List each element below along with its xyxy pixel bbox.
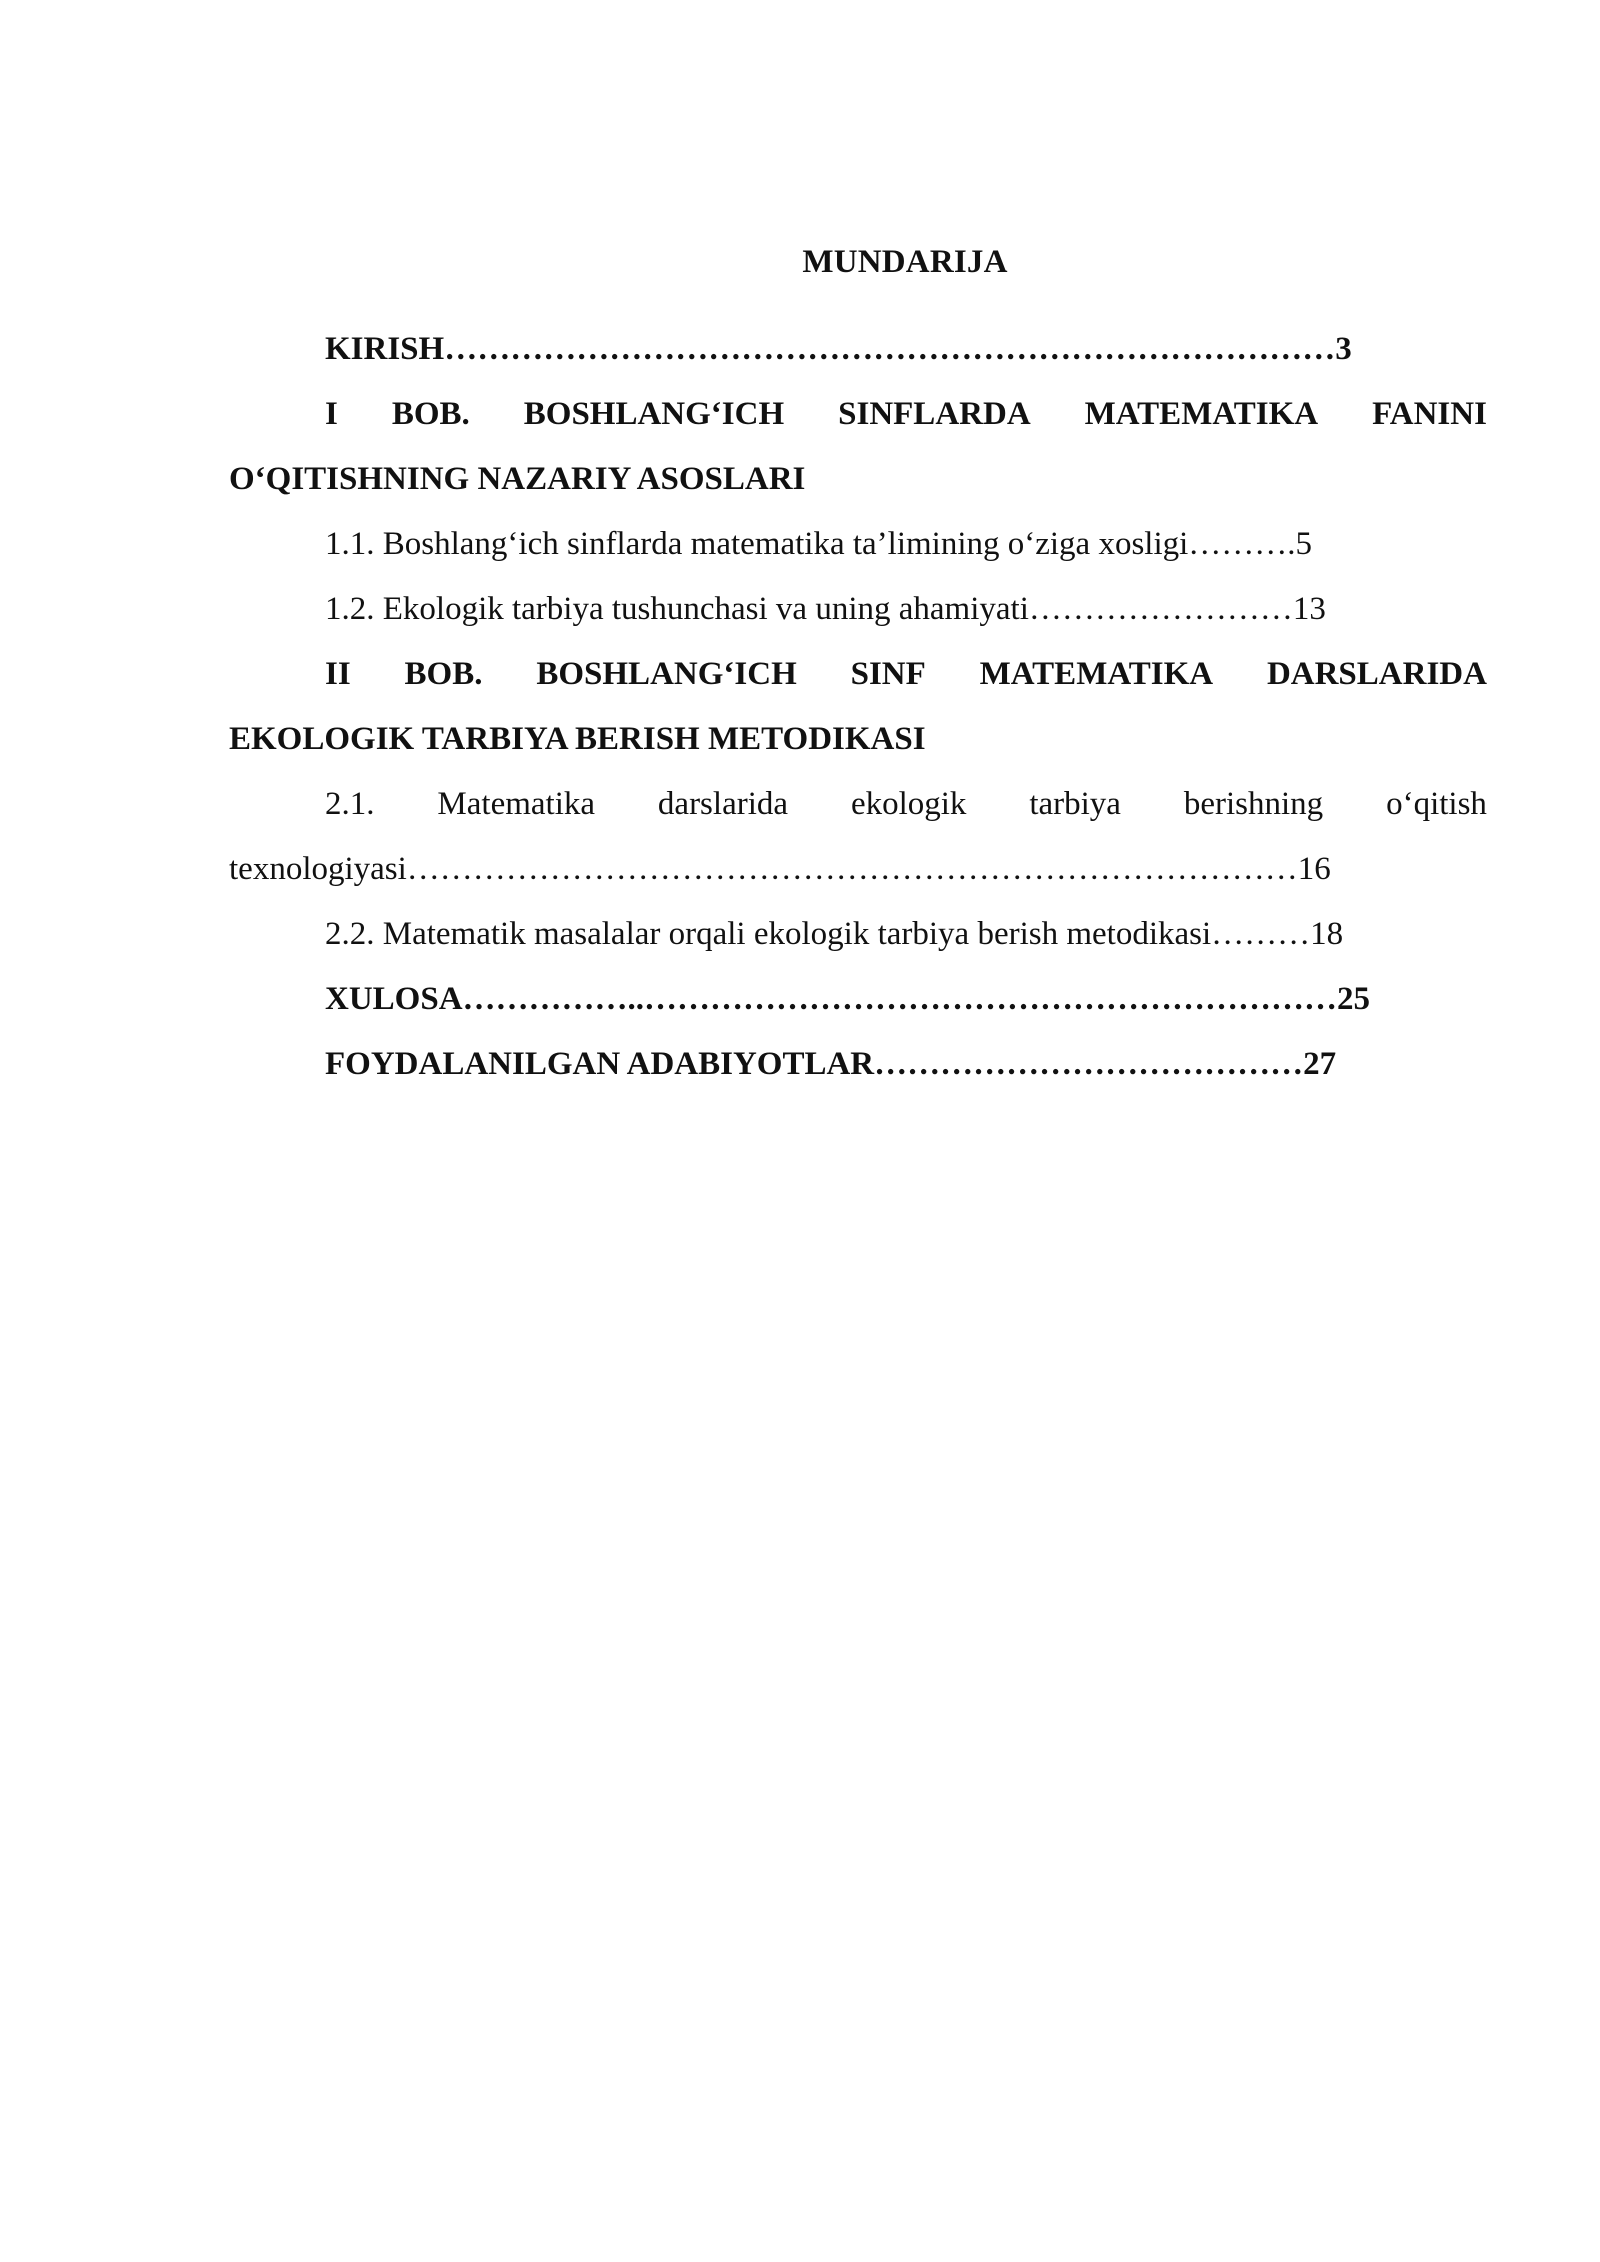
toc-chapter-2-word: BOSHLANG‘ICH bbox=[536, 656, 797, 692]
toc-entry-2-1-word: ekologik bbox=[850, 786, 967, 822]
toc-chapter-1-line1 bbox=[325, 394, 1487, 434]
toc-chapter-1-word: BOB. bbox=[391, 396, 470, 432]
toc-chapter-2-line2: EKOLOGIK TARBIYA BERISH METODIKASI bbox=[229, 721, 926, 757]
toc-entry-2-1-word: o‘qitish bbox=[1386, 786, 1487, 822]
toc-entry-2-1-word: Matematika bbox=[437, 786, 596, 822]
toc-chapter-2-word: MATEMATIKA bbox=[979, 656, 1214, 692]
toc-chapter-1-word: BOSHLANG‘ICH bbox=[523, 396, 785, 432]
page-title: MUNDARIJA bbox=[802, 244, 1008, 280]
toc-entry-1-2: 1.2. Ekologik tarbiya tushunchasi va uning ahamiyati……………………13 bbox=[325, 591, 1326, 627]
toc-chapter-2-word: BOB. bbox=[404, 656, 483, 692]
toc-chapter-2-word: DARSLARIDA bbox=[1266, 656, 1487, 692]
toc-chapter-1-line2: O‘QITISHNING NAZARIY ASOSLARI bbox=[229, 461, 806, 497]
toc-chapter-1-word: I bbox=[325, 396, 338, 432]
toc-entry-xulosa: XULOSA……………..………………………………………………………25 bbox=[325, 981, 1371, 1017]
toc-entry-2-1-word: darslarida bbox=[657, 786, 789, 822]
toc-chapter-1-word: SINFLARDA bbox=[838, 396, 1031, 432]
toc-entry-kirish: KIRISH………………………………………………………………………3 bbox=[325, 331, 1352, 367]
toc-entry-2-1-line2: texnologiyasi………………………………………………………………………16 bbox=[229, 851, 1331, 887]
toc-entry-2-2: 2.2. Matematik masalalar orqali ekologik tarbiya berish metodikasi………18 bbox=[325, 916, 1344, 952]
toc-chapter-1-word: MATEMATIKA bbox=[1084, 396, 1319, 432]
toc-entry-1-1: 1.1. Boshlang‘ich sinflarda matematika ta’limining o‘ziga xosligi……….5 bbox=[325, 526, 1313, 562]
toc-entry-2-1-word: berishning bbox=[1183, 786, 1324, 822]
toc-entry-adabiyotlar: FOYDALANILGAN ADABIYOTLAR…………………………………27 bbox=[325, 1046, 1337, 1082]
toc-chapter-1-word: FANINI bbox=[1372, 396, 1487, 432]
toc-entry-2-1-word: 2.1. bbox=[325, 786, 375, 822]
toc-chapter-2-line1 bbox=[325, 654, 1487, 694]
toc-chapter-2-word: II bbox=[325, 656, 351, 692]
toc-chapter-2-word: SINF bbox=[850, 656, 926, 692]
toc-entry-2-1-word: tarbiya bbox=[1029, 786, 1121, 822]
toc-entry-2-1-line1 bbox=[325, 784, 1487, 824]
